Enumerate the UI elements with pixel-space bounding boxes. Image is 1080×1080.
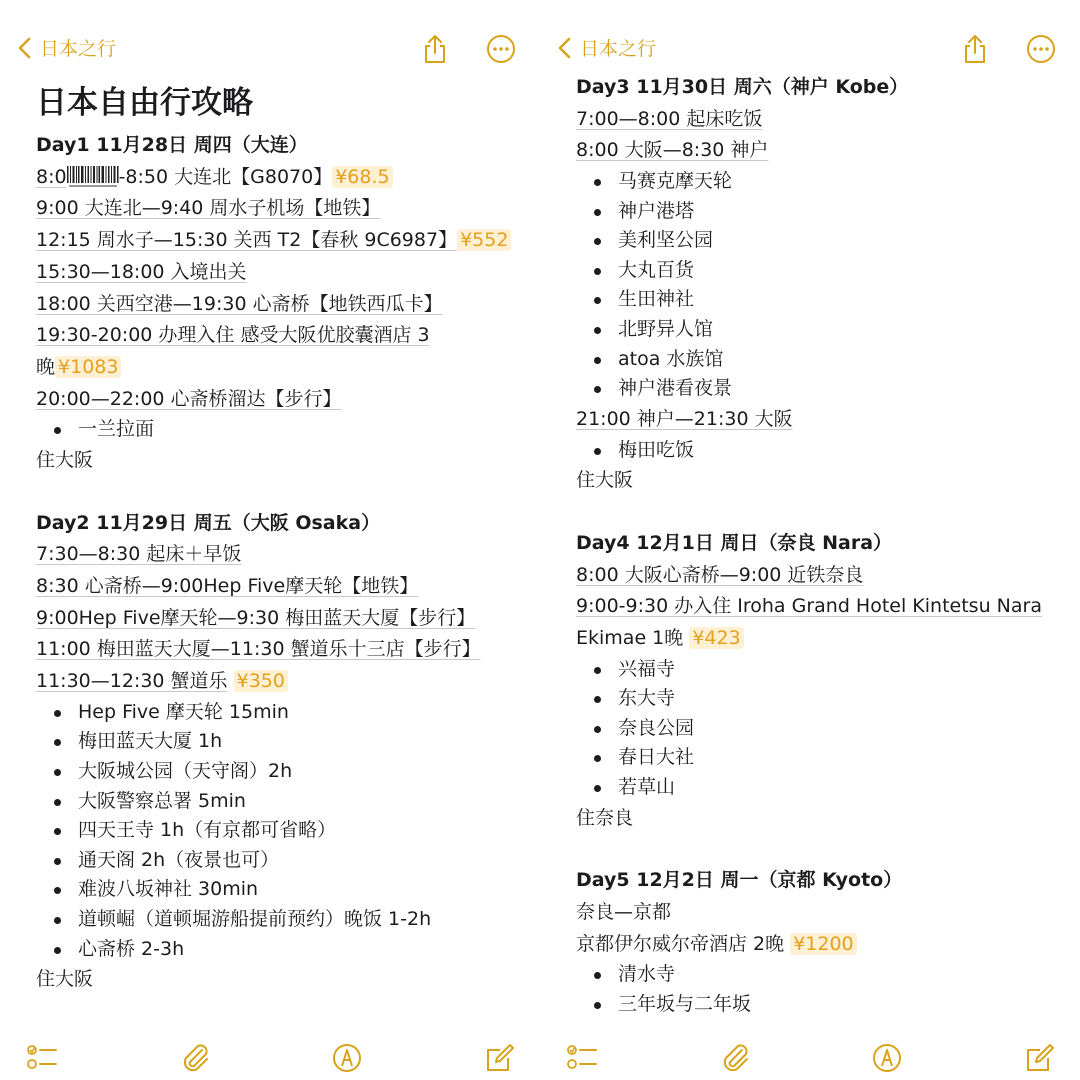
day2-heading: Day2 11月29日 周五（大阪 Osaka） bbox=[36, 511, 381, 534]
chevron-left-icon bbox=[16, 37, 34, 59]
list-item: 美利坚公园 bbox=[576, 226, 1070, 256]
barcode-watermark bbox=[65, 164, 121, 190]
spacer bbox=[576, 834, 1070, 865]
day5-line-1: 奈良—京都 bbox=[576, 901, 672, 924]
toolbar-bottom bbox=[540, 1040, 1080, 1080]
day2-line-3-text: 9:00Hep Five摩天轮—9:30 梅田蓝天大厦【步行】 bbox=[36, 606, 476, 629]
price-tag: ¥1083 bbox=[55, 356, 121, 378]
more-icon[interactable] bbox=[484, 32, 518, 66]
list-item: 奈良公园 bbox=[576, 714, 1070, 744]
markup-pen-icon[interactable] bbox=[331, 1042, 363, 1074]
day3-line-3 bbox=[576, 404, 1070, 436]
day1-line-1-start: 8:0 bbox=[36, 165, 67, 188]
checklist-icon[interactable] bbox=[26, 1042, 58, 1074]
list-item: 神户港塔 bbox=[576, 197, 1070, 227]
day3-heading: Day3 11月30日 周六（神户 Kobe） bbox=[576, 76, 909, 98]
list-item: 大阪警察总署 5min bbox=[36, 787, 530, 817]
price-tag: ¥68.5 bbox=[332, 166, 392, 188]
day2-line-5 bbox=[36, 666, 530, 698]
day2-stay: 住大阪 bbox=[36, 968, 94, 991]
paperclip-icon[interactable] bbox=[720, 1042, 752, 1074]
nav-bar bbox=[540, 28, 1080, 72]
compose-icon[interactable] bbox=[484, 1042, 516, 1074]
back-label: 日本之行 bbox=[40, 38, 117, 60]
day3-line-1 bbox=[576, 104, 1070, 136]
day1-line-4-text: 15:30—18:00 入境出关 bbox=[36, 260, 247, 283]
list-item: 四天王寺 1h（有京都可省略） bbox=[36, 816, 530, 846]
day1-line-3-text: 12:15 周水子—15:30 关西 T2【春秋 9C6987】 bbox=[36, 229, 458, 252]
day2-line-4 bbox=[36, 634, 530, 666]
list-item: 若草山 bbox=[576, 773, 1070, 803]
spacer bbox=[36, 477, 530, 508]
day2-line-2-text: 8:30 心斋桥—9:00Hep Five摩天轮【地铁】 bbox=[36, 575, 419, 598]
list-item: 大丸百货 bbox=[576, 256, 1070, 286]
day3-line-2-text: 8:00 大阪—8:30 神户 bbox=[576, 139, 769, 162]
day2-line-3 bbox=[36, 603, 530, 635]
day4-line-1-text: 8:00 大阪心斋桥—9:00 近铁奈良 bbox=[576, 563, 864, 586]
day4-line-3 bbox=[576, 623, 1070, 655]
day2-line-1-text: 7:30—8:30 起床＋早饭 bbox=[36, 543, 242, 566]
day4-line-1 bbox=[576, 560, 1070, 592]
note-title: 日本自由行攻略 bbox=[36, 85, 253, 121]
day4-line-2-text: 9:00-9:30 办入住 Iroha Grand Hotel Kintetsu Nara bbox=[576, 595, 1042, 618]
day5-line-2 bbox=[576, 929, 1070, 961]
list-item: 大阪城公园（天守阁）2h bbox=[36, 757, 530, 787]
list-item: 通天阁 2h（夜景也可） bbox=[36, 846, 530, 876]
paperclip-icon[interactable] bbox=[180, 1042, 212, 1074]
day3-line-2 bbox=[576, 135, 1070, 167]
price-tag: ¥1200 bbox=[790, 933, 856, 955]
day1-line-8-text: 20:00—22:00 心斋桥溜达【步行】 bbox=[36, 387, 342, 410]
more-icon[interactable] bbox=[1024, 32, 1058, 66]
list-item: 心斋桥 2-3h bbox=[36, 935, 530, 965]
day2-line-1 bbox=[36, 539, 530, 571]
chevron-left-icon bbox=[556, 37, 574, 59]
list-item: 神户港看夜景 bbox=[576, 374, 1070, 404]
list-item: 生田神社 bbox=[576, 285, 1070, 315]
markup-pen-icon[interactable] bbox=[871, 1042, 903, 1074]
day4-line-2 bbox=[576, 591, 1070, 623]
share-icon[interactable] bbox=[418, 32, 452, 66]
list-item: 梅田蓝天大厦 1h bbox=[36, 727, 530, 757]
day1-line-1 bbox=[36, 162, 530, 194]
checklist-icon[interactable] bbox=[566, 1042, 598, 1074]
day1-line-5 bbox=[36, 289, 530, 321]
price-tag: ¥423 bbox=[689, 627, 743, 649]
list-item: 梅田吃饭 bbox=[576, 436, 1070, 466]
day4-stay: 住奈良 bbox=[576, 806, 634, 829]
day2-line-2 bbox=[36, 571, 530, 603]
toolbar-bottom bbox=[0, 1040, 540, 1080]
list-item: 东大寺 bbox=[576, 684, 1070, 714]
day3-stay: 住大阪 bbox=[576, 469, 634, 492]
back-button[interactable] bbox=[16, 34, 116, 61]
day1-line-2 bbox=[36, 193, 530, 225]
day4-heading: Day4 12月1日 周日（奈良 Nara） bbox=[576, 531, 893, 554]
day3-line-1-text: 7:00—8:00 起床吃饭 bbox=[576, 107, 763, 130]
day1-line-3 bbox=[36, 225, 530, 257]
list-item: 兴福寺 bbox=[576, 655, 1070, 685]
list-item: atoa 水族馆 bbox=[576, 345, 1070, 375]
list-item: Hep Five 摩天轮 15min bbox=[36, 698, 530, 728]
day1-line-6 bbox=[36, 320, 530, 352]
list-item: 春日大社 bbox=[576, 743, 1070, 773]
day5-heading: Day5 12月2日 周一（京都 Kyoto） bbox=[576, 869, 903, 892]
day1-line-4 bbox=[36, 257, 530, 289]
day2-line-4-text: 11:00 梅田蓝天大厦—11:30 蟹道乐十三店【步行】 bbox=[36, 638, 481, 661]
list-item: 北野异人馆 bbox=[576, 315, 1070, 345]
day1-line-6-text: 19:30-20:00 办理入住 感受大阪优胶囊酒店 3 bbox=[36, 324, 430, 347]
day1-stay: 住大阪 bbox=[36, 448, 94, 471]
note-body[interactable] bbox=[576, 72, 1070, 1020]
list-item: 道顿崛（道顿堀游船提前预约）晚饭 1-2h bbox=[36, 905, 530, 935]
day1-line-2-text: 9:00 大连北—9:40 周水子机场【地铁】 bbox=[36, 197, 381, 220]
day5-line-2-text: 京都伊尔威尔帝酒店 2晚 bbox=[576, 932, 785, 955]
day1-line-5-text: 18:00 关西空港—19:30 心斋桥【地铁西瓜卡】 bbox=[36, 292, 443, 315]
day3-line-3-text: 21:00 神户—21:30 大阪 bbox=[576, 407, 793, 430]
back-button[interactable] bbox=[556, 34, 656, 61]
note-body[interactable] bbox=[36, 82, 530, 996]
list-item: 难波八坂神社 30min bbox=[36, 875, 530, 905]
compose-icon[interactable] bbox=[1024, 1042, 1056, 1074]
day2-line-5-text: 11:30—12:30 蟹道乐 bbox=[36, 670, 228, 693]
price-tag: ¥350 bbox=[234, 670, 288, 692]
list-item: 一兰拉面 bbox=[36, 415, 530, 445]
spacer bbox=[576, 497, 1070, 528]
day4-line-3-text: Ekimae 1晚 bbox=[576, 626, 684, 649]
note-panel-right bbox=[540, 0, 1080, 1080]
nav-bar bbox=[0, 28, 540, 72]
day1-line-7-text: 晚 bbox=[36, 355, 56, 378]
day1-line-7 bbox=[36, 352, 530, 384]
day1-line-1-rest: -8:50 大连北【G8070】 bbox=[118, 165, 333, 188]
list-item: 马赛克摩天轮 bbox=[576, 167, 1070, 197]
back-label: 日本之行 bbox=[580, 38, 657, 60]
price-tag: ¥552 bbox=[457, 229, 511, 251]
list-item: 三年坂与二年坂 bbox=[576, 990, 1070, 1020]
day1-heading: Day1 11月28日 周四（大连） bbox=[36, 134, 308, 156]
day1-line-8 bbox=[36, 384, 530, 416]
list-item: 清水寺 bbox=[576, 960, 1070, 990]
share-icon[interactable] bbox=[958, 32, 992, 66]
